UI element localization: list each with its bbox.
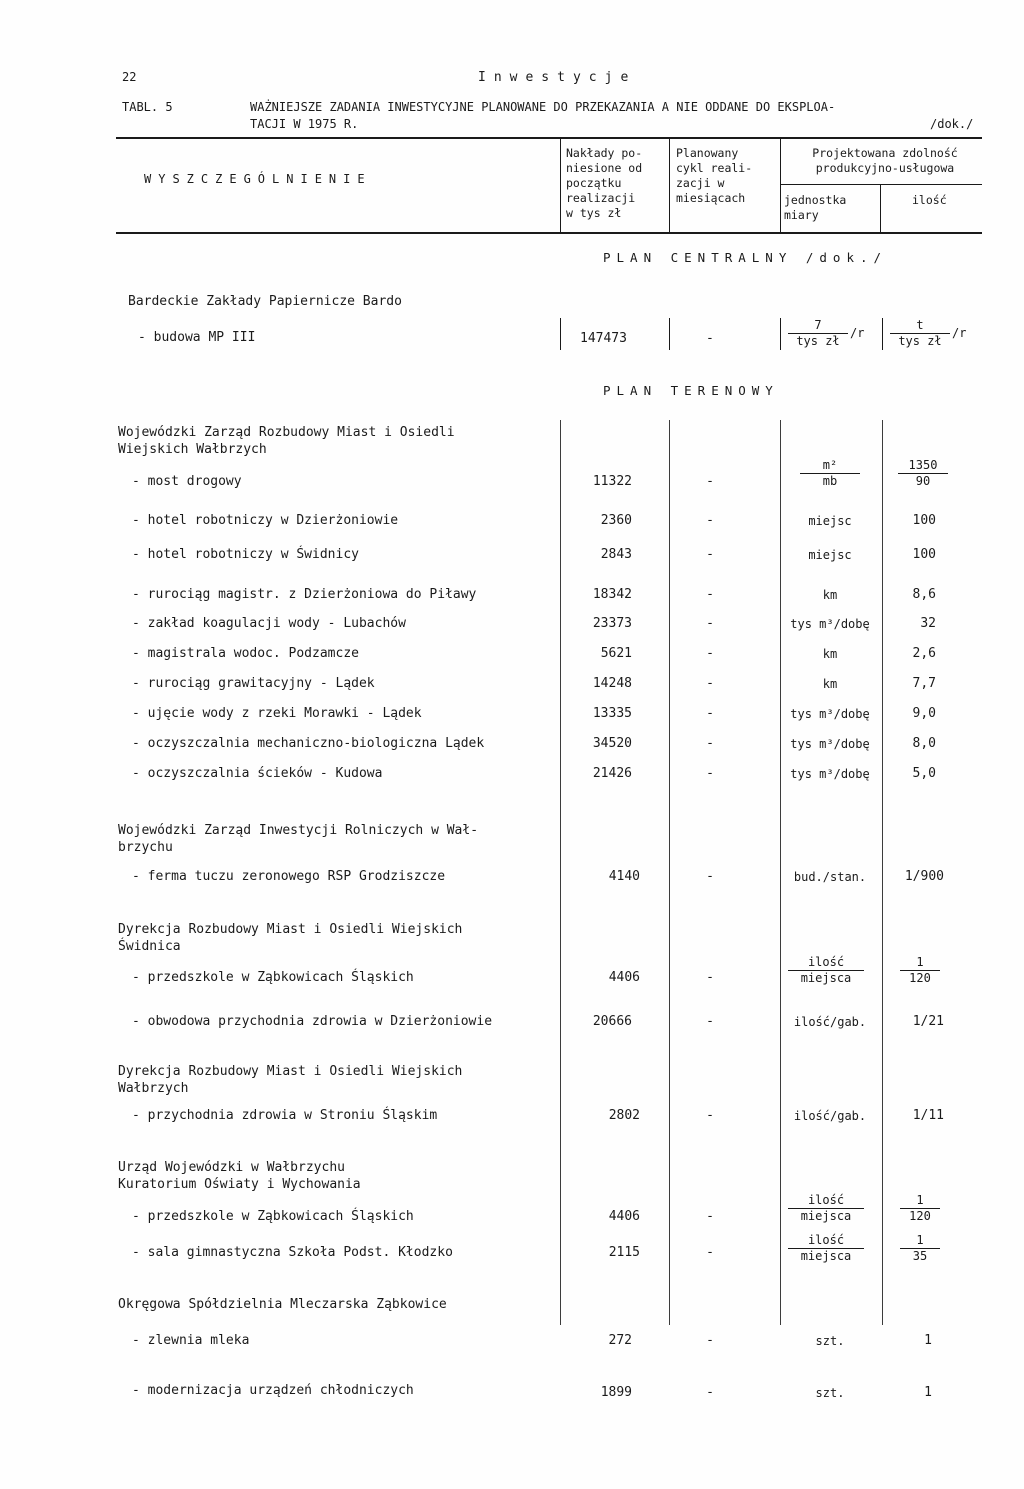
- table-row-quantity: 1/900: [904, 869, 944, 884]
- table-row-cycle: -: [706, 474, 714, 489]
- central-row-quantity-suffix: /r: [952, 326, 967, 340]
- running-header: Inwestycje: [478, 70, 637, 85]
- header-col-capacity: Projektowana zdolność produkcyjno-usługowa: [812, 146, 958, 175]
- table-row-cost: 2802: [608, 1108, 640, 1123]
- table-row-name: - zakład koagulacji wody - Lubachów: [132, 616, 406, 631]
- table-title-line2: TACJI W 1975 R.: [250, 117, 359, 131]
- header-bottom-rule: [116, 232, 982, 234]
- table-label: TABL. 5: [122, 100, 173, 114]
- table-row-unit: ilość/gab.: [793, 1015, 867, 1029]
- table-row-quantity: 32: [920, 616, 936, 631]
- table-row-cycle: -: [706, 1209, 714, 1224]
- table-row-quantity: 8,0: [912, 736, 936, 751]
- table-row-name: - oczyszczalnia mechaniczno-biologiczna Lądek: [132, 736, 485, 751]
- header-top-rule: [116, 137, 982, 139]
- table-row-name: - oczyszczalnia ścieków - Kudowa: [132, 766, 383, 781]
- central-investor: Bardeckie Zakłady Papiernicze Bardo: [128, 294, 402, 309]
- table-row-quantity: $\frac{1350}{90}$: [898, 458, 948, 489]
- table-row-cost: 272: [608, 1333, 632, 1348]
- table-row-cycle: -: [706, 587, 714, 602]
- group-investor: Dyrekcja Rozbudowy Miast i Osiedli Wiejskich Wałbrzych: [118, 1064, 463, 1096]
- table-row-quantity: $\frac{1}{120}$: [900, 955, 940, 986]
- group-investor: Okręgowa Spółdzielnia Mleczarska Ząbkowice: [118, 1297, 447, 1312]
- table-row-quantity: $\frac{1}{35}$: [900, 1233, 940, 1264]
- central-row-name: - budowa MP III: [138, 330, 256, 345]
- header-divider-2: [669, 139, 670, 232]
- table-row-quantity: 1: [924, 1385, 932, 1400]
- table-row-quantity: 1/21: [912, 1014, 944, 1029]
- table-row-cycle: -: [706, 736, 714, 751]
- table-row-name: - hotel robotniczy w Świdnicy: [132, 547, 359, 562]
- table-row-name: - przychodnia zdrowia w Stroniu Śląskim: [132, 1108, 438, 1123]
- table-row-cycle: -: [706, 676, 714, 691]
- group-investor: Dyrekcja Rozbudowy Miast i Osiedli Wiejskich Świdnica: [118, 922, 463, 954]
- table-row-cost: 18342: [592, 587, 632, 602]
- central-cell-divider-1: [560, 318, 561, 350]
- table-row-cost: 2360: [600, 513, 632, 528]
- table-row-cycle: -: [706, 1385, 714, 1400]
- table-title-line1: WAŻNIEJSZE ZADANIA INWESTYCYJNE PLANOWANE DO PRZEKAZANIA A NIE ODDANE DO EKSPLOA-: [250, 100, 836, 114]
- table-row-unit: ilość miejsca: [788, 1233, 864, 1264]
- table-row-cycle: -: [706, 646, 714, 661]
- table-row-unit: miejsc: [808, 514, 852, 528]
- header-divider-1: [560, 139, 561, 232]
- group-investor: Wojewódzki Zarząd Rozbudowy Miast i Osiedli Wiejskich Wałbrzych: [118, 425, 455, 457]
- table-row-cycle: -: [706, 1014, 714, 1029]
- table-row-unit: ilość/gab.: [793, 1109, 867, 1123]
- section-central: PLAN CENTRALNY /dok./: [603, 250, 888, 265]
- table-row-quantity: 7,7: [912, 676, 936, 691]
- central-row-unit-suffix: /r: [850, 326, 865, 340]
- table-row-cost: 4406: [608, 970, 640, 985]
- header-col-unit: jednostka miary: [784, 193, 847, 222]
- table-row-unit: ilość miejsca: [788, 1193, 864, 1224]
- table-row-name: - ferma tuczu zeronowego RSP Grodziszcze: [132, 869, 446, 884]
- table-row-cycle: -: [706, 616, 714, 631]
- table-row-cost: 21426: [592, 766, 632, 781]
- central-row-quantity: t tys zł: [890, 318, 950, 349]
- table-row-cycle: -: [706, 970, 714, 985]
- table-row-unit: bud./stan.: [793, 870, 867, 884]
- table-row-unit: tys m³/dobę: [790, 737, 870, 751]
- table-row-cycle: -: [706, 766, 714, 781]
- header-col-quantity: ilość: [912, 193, 947, 207]
- table-row-quantity: 5,0: [912, 766, 936, 781]
- page-number: 22: [122, 70, 137, 84]
- header-divider-4: [880, 184, 881, 232]
- table-row-name: - rurociąg magistr. z Dzierżoniowa do Piławy: [132, 587, 477, 602]
- table-row-unit: km: [822, 677, 838, 691]
- table-row-name: - modernizacja urządzeń chłodniczych: [132, 1383, 414, 1398]
- table-row-unit: szt.: [815, 1334, 845, 1348]
- central-row-cycle: -: [706, 331, 714, 346]
- table-row-quantity: 9,0: [912, 706, 936, 721]
- table-row-quantity: 8,6: [912, 587, 936, 602]
- table-row-cycle: -: [706, 547, 714, 562]
- header-col-cost: Nakłady po- niesione od początku realizacji w tys zł: [566, 146, 643, 220]
- table-row-cycle: -: [706, 513, 714, 528]
- table-row-quantity: 2,6: [912, 646, 936, 661]
- table-row-quantity: $\frac{1}{120}$: [900, 1193, 940, 1224]
- table-row-cost: 4406: [608, 1209, 640, 1224]
- table-row-unit: ilość miejsca: [788, 955, 864, 986]
- table-row-name: - przedszkole w Ząbkowicach Śląskich: [132, 1209, 414, 1224]
- table-row-cost: 5621: [600, 646, 632, 661]
- table-title-cont: /dok./: [930, 117, 974, 131]
- central-row-unit: 7 tys zł: [788, 318, 848, 349]
- table-row-unit: $\frac{\text{m²}}{mb}$: [800, 458, 860, 489]
- table-row-unit: tys m³/dobę: [790, 767, 870, 781]
- table-row-name: - obwodowa przychodnia zdrowia w Dzierżoniowie: [132, 1014, 493, 1029]
- table-row-unit: tys m³/dobę: [790, 707, 870, 721]
- table-row-cycle: -: [706, 1333, 714, 1348]
- table-row-unit: km: [822, 588, 838, 602]
- central-row-cost: 147473: [580, 331, 627, 346]
- table-row-cost: 4140: [608, 869, 640, 884]
- table-row-name: - przedszkole w Ząbkowicach Śląskich: [132, 970, 414, 985]
- table-row-cost: 23373: [592, 616, 632, 631]
- central-cell-divider-2: [669, 318, 670, 350]
- central-cell-divider-3: [780, 318, 781, 350]
- header-divider-3: [780, 139, 781, 232]
- table-row-cost: 14248: [592, 676, 632, 691]
- table-row-quantity: 100: [912, 513, 936, 528]
- table-row-name: - most drogowy: [132, 474, 242, 489]
- table-row-cost: 11322: [592, 474, 632, 489]
- section-regional: PLAN TERENOWY: [603, 383, 779, 398]
- table-row-cost: 2115: [608, 1245, 640, 1260]
- table-row-unit: szt.: [815, 1386, 845, 1400]
- header-col-description: WYSZCZEGÓLNIENIE: [144, 172, 372, 186]
- table-row-cycle: -: [706, 1245, 714, 1260]
- table-row-unit: km: [822, 647, 838, 661]
- table-row-cost: 34520: [592, 736, 632, 751]
- table-row-cost: 13335: [592, 706, 632, 721]
- table-row-cycle: -: [706, 706, 714, 721]
- table-row-unit: miejsc: [808, 548, 852, 562]
- table-row-name: - ujęcie wody z rzeki Morawki - Lądek: [132, 706, 422, 721]
- body-divider-2: [669, 420, 670, 1325]
- group-investor: Urząd Wojewódzki w Wałbrzychu Kuratorium Oświaty i Wychowania: [118, 1160, 361, 1192]
- group-investor: Wojewódzki Zarząd Inwestycji Rolniczych w Wał- brzychu: [118, 823, 479, 855]
- table-row-quantity: 1: [924, 1333, 932, 1348]
- table-row-name: - rurociąg grawitacyjny - Lądek: [132, 676, 375, 691]
- table-row-cycle: -: [706, 869, 714, 884]
- header-subgroup-rule: [780, 184, 982, 185]
- table-row-name: - magistrala wodoc. Podzamcze: [132, 646, 359, 661]
- table-row-name: - hotel robotniczy w Dzierżoniowie: [132, 513, 399, 528]
- header-col-cycle: Planowany cykl reali- zacji w miesiącach: [676, 146, 753, 205]
- table-row-quantity: 1/11: [912, 1108, 944, 1123]
- table-row-cost: 20666: [592, 1014, 632, 1029]
- table-row-cost: 2843: [600, 547, 632, 562]
- table-row-name: - zlewnia mleka: [132, 1333, 250, 1348]
- table-row-cost: 1899: [600, 1385, 632, 1400]
- table-row-quantity: 100: [912, 547, 936, 562]
- table-row-unit: tys m³/dobę: [790, 617, 870, 631]
- central-cell-divider-4: [882, 318, 883, 350]
- table-row-name: - sala gimnastyczna Szkoła Podst. Kłodzko: [132, 1245, 453, 1260]
- table-row-cycle: -: [706, 1108, 714, 1123]
